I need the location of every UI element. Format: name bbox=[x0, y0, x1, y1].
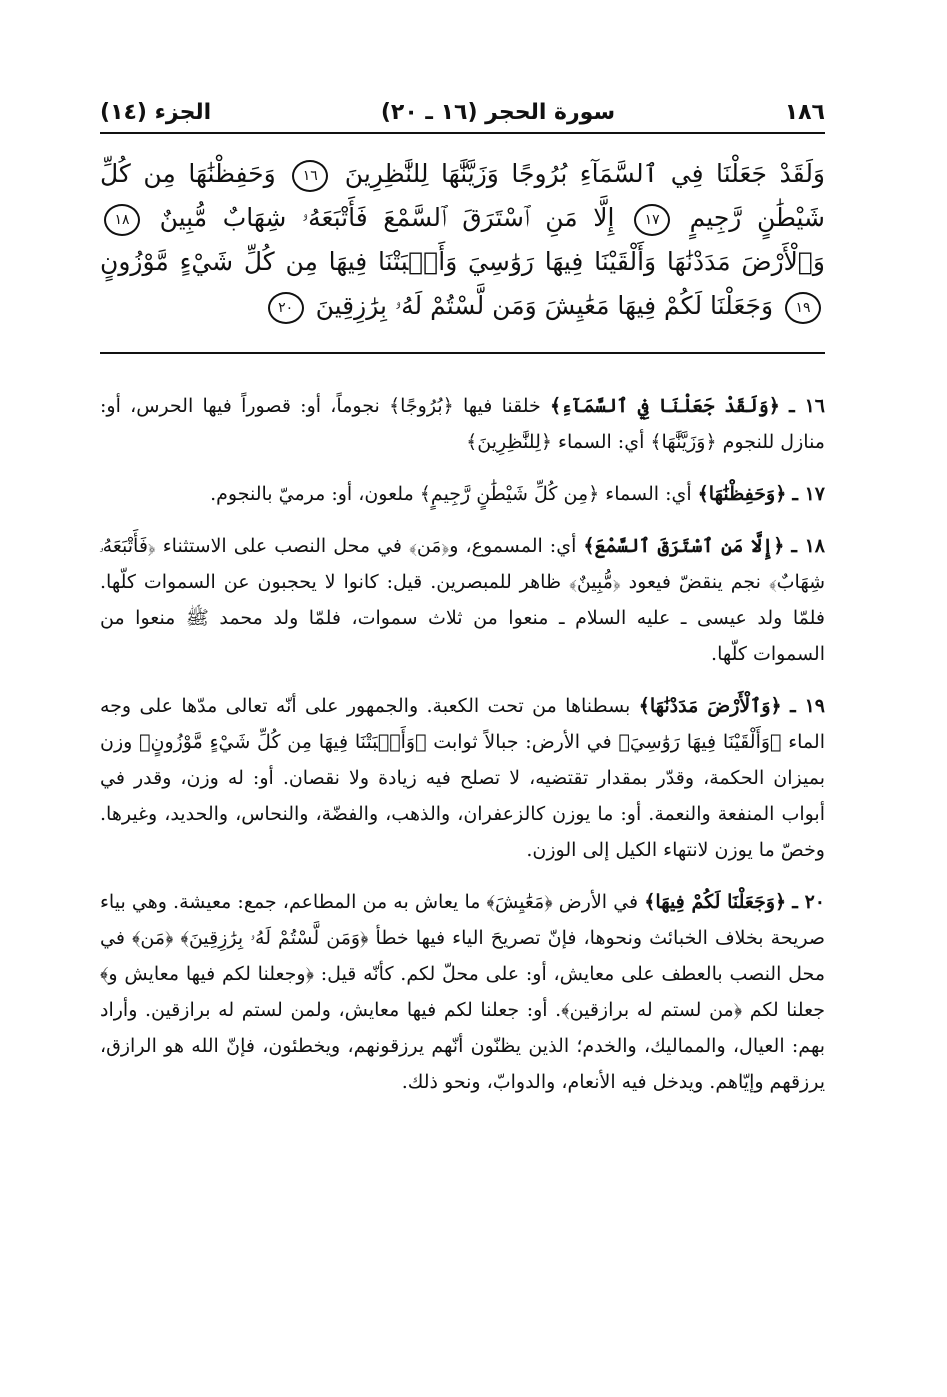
verse-ref-number: ٢٠ ـ bbox=[792, 891, 825, 913]
verse-ref-number: ١٧ ـ bbox=[792, 483, 825, 505]
verse-text: إِلَّا مَنِ ٱسْتَرَقَ ٱلسَّمْعَ فَأَتْبَعَهُۥ شِهَابٌ مُّبِينٌ bbox=[159, 203, 615, 232]
commentary-paragraph bbox=[100, 388, 825, 460]
page-number: ١٨٦ bbox=[784, 99, 825, 125]
verse-ref-number: ١٩ ـ bbox=[790, 695, 826, 717]
commentary-text: في الأرض ﴿مَعَٰيِشَ﴾ ما يعاش به من المطاعم، جمع: معيشة. وهي بياء صريحة بخلاف الخبائث ونحوها، فإنّ تصريحَ الياء فيها خطأ ﴿وَمَن لَّسْتُمْ لَهُۥ بِرَٰزِقِينَ﴾ ﴿مَن﴾ في محل النصب بالعطف على معايش، أو: على محلّ لكم. كأنّه قيل: ﴿وجعلنا لكم فيها معايش و﴾ جعلنا لكم ﴿من لستم له برازقين﴾. أو: جعلنا لكم فيها معايش، ولمن لستم له برازقين. وأراد بهم: العيال، والمماليك، والخدم؛ الذين يظنّون أنّهم يرزقونهم، ويخطئون، فإنّ الله هو الرازق، يرزقهم وإيّاهم. ويدخل فيه الأنعام، والدوابّ، ونحو ذلك. bbox=[100, 891, 825, 1093]
commentary bbox=[100, 388, 825, 1116]
commentary-paragraph bbox=[100, 884, 825, 1100]
surah-title: سورة الحجر (١٦ ـ ٢٠) bbox=[380, 99, 616, 125]
quran-quote: ﴿إِلَّا مَنِ ٱسْتَرَقَ ٱلسَّمْعَ﴾ bbox=[583, 535, 785, 557]
commentary-text: بسطناها من تحت الكعبة. والجمهور على أنّه تعالى مدّها على وجه الماء ﴿وَأَلْقَيْنَا فِيهَا رَوَٰسِيَ﴾ في الأرض: جبالاً ثوابت ﴿وَأَنۢبَتْنَا فِيهَا مِن كُلِّ شَيْءٍ مَّوْزُونٍ﴾ وزن بميزان الحكمة، وقدّر بمقدار تقتضيه، لا تصلح فيه زيادة ولا نقصان. أو: له وزن، وقدر في أبواب المنفعة والنعمة. أو: ما يوزن كالزعفران، والذهب، والفضّة، والنحاس، والحديد، وغيرها. وخصّ ما يوزن لانتهاء الكيل إلى الوزن. bbox=[100, 695, 825, 861]
part-label: الجزء (١٤) bbox=[100, 99, 212, 125]
verse-ref-number: ١٨ ـ bbox=[791, 535, 826, 557]
page-header bbox=[100, 92, 825, 134]
verse-number-marker: ١٦ bbox=[292, 160, 328, 192]
commentary-text: خلقنا فيها ﴿بُرُوجًا﴾ نجوماً، أو: قصوراً فيها الحرس، أو: منازل للنجوم ﴿وَزَيَّنَّٰهَا﴾ أي: السماء ﴿لِلنَّٰظِرِينَ﴾ bbox=[100, 395, 825, 453]
quran-quote: ﴿وَلَقَدْ جَعَلْنَا فِي ٱلسَّمَآءِ﴾ bbox=[550, 395, 780, 417]
verse-text: وَلَقَدْ جَعَلْنَا فِي ٱلسَّمَآءِ بُرُوجًا وَزَيَّنَّٰهَا لِلنَّٰظِرِينَ bbox=[344, 159, 826, 188]
section-divider bbox=[100, 352, 825, 354]
verse-number-marker: ١٨ bbox=[104, 204, 140, 236]
commentary-text: أي: السماء ﴿مِن كُلِّ شَيْطَٰنٍ رَّجِيمٍ﴾ ملعون، أو: مرميّ بالنجوم. bbox=[210, 483, 692, 505]
verse-number-marker: ١٩ bbox=[785, 292, 821, 324]
verse-number-marker: ٢٠ bbox=[268, 292, 304, 324]
verse-text: وَٱلْأَرْضَ مَدَدْنَٰهَا وَأَلْقَيْنَا فِيهَا رَوَٰسِيَ وَأَنۢبَتْنَا فِيهَا مِن كُلِّ شَيْءٍ مَّوْزُونٍ bbox=[100, 247, 825, 276]
quran-quote: ﴿وَجَعَلْنَا لَكُمْ فِيهَا﴾ bbox=[644, 891, 787, 913]
quran-verses bbox=[100, 152, 825, 328]
quran-quote: ﴿وَحَفِظْنَٰهَا﴾ bbox=[697, 483, 787, 505]
commentary-paragraph bbox=[100, 476, 825, 512]
verse-text: وَجَعَلْنَا لَكُمْ فِيهَا مَعَٰيِشَ وَمَن لَّسْتُمْ لَهُۥ بِرَٰزِقِينَ bbox=[315, 291, 774, 320]
verse-number-marker: ١٧ bbox=[634, 204, 670, 236]
commentary-paragraph bbox=[100, 528, 825, 672]
commentary-text: أي: المسموع، و﴿مَن﴾ في محل النصب على الاستثناء ﴿فَأَتْبَعَهُۥ شِهَابٌ﴾ نجم ينقضّ فيعود ﴿مُّبِينٌ﴾ ظاهر للمبصرين. قيل: كانوا لا يحجبون عن السموات كلّها. فلمّا ولد عيسى ـ عليه السلام ـ منعوا من ثلاث سموات، فلمّا ولد محمد ﷺ منعوا من السموات كلّها. bbox=[100, 535, 825, 665]
quran-quote: ﴿وَٱلْأَرْضَ مَدَدْنَٰهَا﴾ bbox=[638, 695, 782, 717]
verse-ref-number: ١٦ ـ bbox=[789, 395, 825, 417]
verse-text: وَحَفِظْنَٰهَا مِن كُلِّ شَيْطَٰنٍ رَّجِيمٍ bbox=[100, 159, 825, 232]
commentary-paragraph bbox=[100, 688, 825, 868]
